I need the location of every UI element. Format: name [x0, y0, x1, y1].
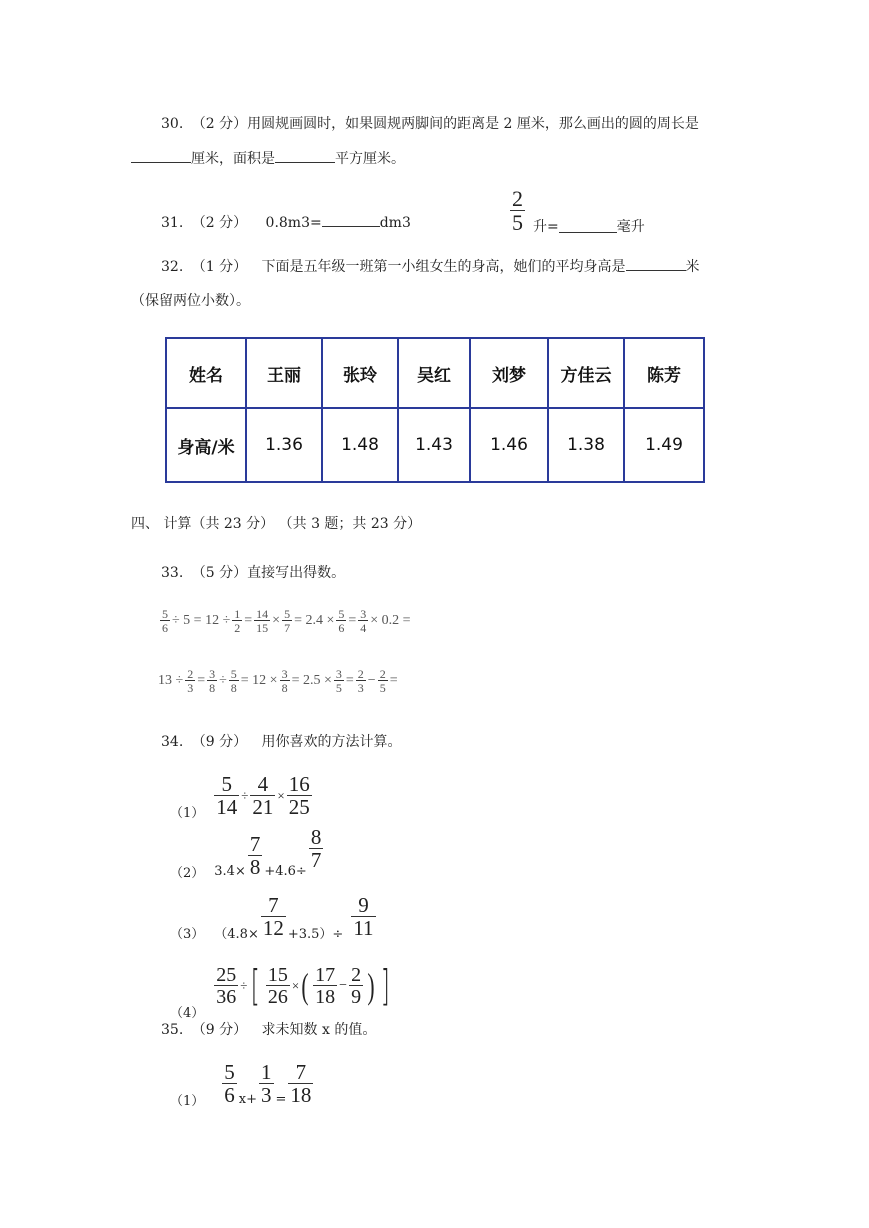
fraction: $\frac{3}{8}$: [281, 667, 288, 695]
table-height-cell: 1.38: [548, 408, 624, 482]
q35-number: 35.: [161, 1022, 184, 1038]
q30-line1: [161, 113, 699, 133]
q31-part2: 升=: [533, 219, 559, 235]
fraction: $\frac{5}{6}$: [338, 607, 345, 635]
q30-number: 30.: [161, 116, 184, 132]
fraction: $\frac{16}{25}$: [288, 771, 310, 819]
q30-text1: 用圆规画圆时，如果圆规两脚间的距离是 2 厘米，那么画出的圆的周长是: [247, 116, 699, 132]
q30-blank-circumference[interactable]: [131, 150, 191, 163]
right-bracket-icon: ]: [380, 960, 390, 1010]
q32-number: 32.: [161, 259, 184, 275]
table-name-cell: 张玲: [322, 338, 398, 408]
q34-score: （9 分）: [191, 734, 248, 750]
left-bracket-icon: [: [251, 960, 261, 1010]
q34-number: 34.: [161, 734, 184, 750]
q30-blank-area[interactable]: [275, 150, 335, 163]
q35-part1: （1） $\frac{5}{6}$ x+ $\frac{1}{3}$ = $\frac{7}{18}$: [170, 1059, 312, 1109]
q34-part4: （4） $\frac{25}{36}$ ÷ [ $\frac{15}{26}$ × ( $\frac{17}{18}$ − $\frac{2}{9}$ ) ]: [170, 960, 390, 1021]
q35-score: （9 分）: [191, 1022, 248, 1038]
fraction: $\frac{8}{7}$: [310, 824, 322, 872]
q30-score: （2 分）: [191, 116, 248, 132]
table-header-label: 姓名: [166, 338, 246, 408]
fraction: $\frac{5}{6}$: [224, 1059, 235, 1107]
q35-line: [161, 1019, 376, 1039]
q30-text3: 平方厘米。: [335, 151, 405, 167]
q32-text1: 下面是五年级一班第一小组女生的身高，她们的平均身高是: [261, 259, 626, 275]
right-paren-icon: ): [367, 965, 375, 1006]
fraction: $\frac{7}{18}$: [290, 1059, 312, 1107]
table-name-cell: 王丽: [246, 338, 322, 408]
fraction: $\frac{3}{8}$: [209, 667, 216, 695]
fraction: $\frac{2}{3}$: [187, 667, 194, 695]
q34-text: 用你喜欢的方法计算。: [261, 734, 402, 750]
fraction: $\frac{5}{6}$: [162, 607, 168, 635]
fraction: $\frac{3}{5}$: [335, 667, 342, 695]
q32-text1-unit: 米: [685, 259, 700, 275]
table-name-cell: 吴红: [398, 338, 470, 408]
q31-blank-ml[interactable]: [559, 220, 617, 233]
fraction: $\frac{5}{14}$: [216, 771, 238, 819]
fraction: $\frac{9}{11}$: [353, 892, 374, 940]
fraction: $\frac{1}{3}$: [261, 1059, 272, 1107]
table-height-cell: 1.49: [624, 408, 704, 482]
q33-score: （5 分）: [191, 565, 248, 581]
q30-text2: 厘米，面积是: [191, 151, 275, 167]
fraction: $\frac{14}{15}$: [256, 607, 269, 635]
q34-part3: （3） （4.8× $\frac{7}{12}$ +3.5）÷ $\frac{9}{11}$: [170, 892, 374, 942]
q32-text2: （保留两位小数）。: [131, 293, 250, 309]
q32-score: （1 分）: [191, 259, 248, 275]
fraction: $\frac{2}{5}$: [379, 667, 386, 695]
fraction: $\frac{2}{3}$: [357, 667, 364, 695]
q31-score: （2 分）: [191, 215, 248, 231]
q33-row1: $\frac{5}{6}$ ÷ 5 = 12 ÷ $\frac{1}{2}$ = $\frac{14}{15}$ × $\frac{5}{7}$ = 2.4 × $\frac{5}{6}$ = $\frac{3}{4}$ × 0.2 =: [162, 607, 411, 635]
table-name-cell: 方佳云: [548, 338, 624, 408]
table-height-cell: 1.43: [398, 408, 470, 482]
q31-part1-unit: dm3: [379, 215, 411, 231]
fraction: $\frac{7}{8}$: [249, 831, 261, 879]
fraction: $\frac{17}{18}$: [315, 963, 336, 1008]
q33-number: 33.: [161, 565, 184, 581]
fraction: $\frac{2}{9}$: [351, 963, 362, 1008]
table-height-cell: 1.46: [470, 408, 548, 482]
q31-fraction-part: [508, 186, 645, 236]
q33-row2: 13 ÷ $\frac{2}{3}$ = $\frac{3}{8}$ ÷ $\frac{5}{8}$ = 12 × $\frac{3}{8}$ = 2.5 × $\frac{3}{5}$ = $\frac{2}{3}$ − $\frac{2}{5}$ =: [158, 667, 398, 695]
q30-line2: [131, 148, 405, 168]
q34-line: [161, 731, 402, 751]
section-title: 四、 计算（共 23 分） （共 3 题；共 23 分）: [131, 516, 422, 532]
table-row-label: 身高/米: [166, 408, 246, 482]
table-height-cell: 1.36: [246, 408, 322, 482]
q32-line2: [131, 290, 250, 310]
q34-part2: （2） 3.4× $\frac{7}{8}$ +4.6÷ $\frac{8}{7}$: [170, 824, 322, 881]
table-height-cell: 1.48: [322, 408, 398, 482]
q34-part1: （1） $\frac{5}{14}$ ÷ $\frac{4}{21}$ × $\frac{16}{25}$: [170, 771, 310, 821]
fraction: $\frac{7}{12}$: [262, 892, 284, 940]
q31-part2-unit: 毫升: [616, 219, 645, 235]
left-paren-icon: (: [301, 965, 309, 1006]
fraction: $\frac{3}{4}$: [360, 607, 367, 635]
fraction: $\frac{5}{7}$: [284, 607, 291, 635]
q31-part1: 0.8m3=: [265, 215, 322, 231]
q33-line: [161, 562, 345, 582]
q32-blank-average[interactable]: [626, 258, 686, 271]
q31-number: 31.: [161, 215, 184, 231]
table-row: [166, 408, 704, 482]
q33-text: 直接写出得数。: [247, 565, 346, 581]
q31-fraction: $\frac{2}{5}$: [512, 186, 523, 235]
table-name-cell: 陈芳: [624, 338, 704, 408]
q32-line1: [161, 256, 700, 276]
height-table: [165, 337, 705, 483]
fraction: $\frac{4}{21}$: [252, 771, 274, 819]
fraction: $\frac{1}{2}$: [234, 607, 241, 635]
q31-line: [161, 212, 411, 232]
table-name-cell: 刘梦: [470, 338, 548, 408]
table-row: [166, 338, 704, 408]
fraction: $\frac{5}{8}$: [230, 667, 237, 695]
q31-blank-dm3[interactable]: [322, 214, 380, 227]
q35-text: 求未知数 x 的值。: [261, 1022, 377, 1038]
fraction: $\frac{15}{26}$: [267, 963, 288, 1008]
fraction: $\frac{25}{36}$: [216, 963, 237, 1008]
